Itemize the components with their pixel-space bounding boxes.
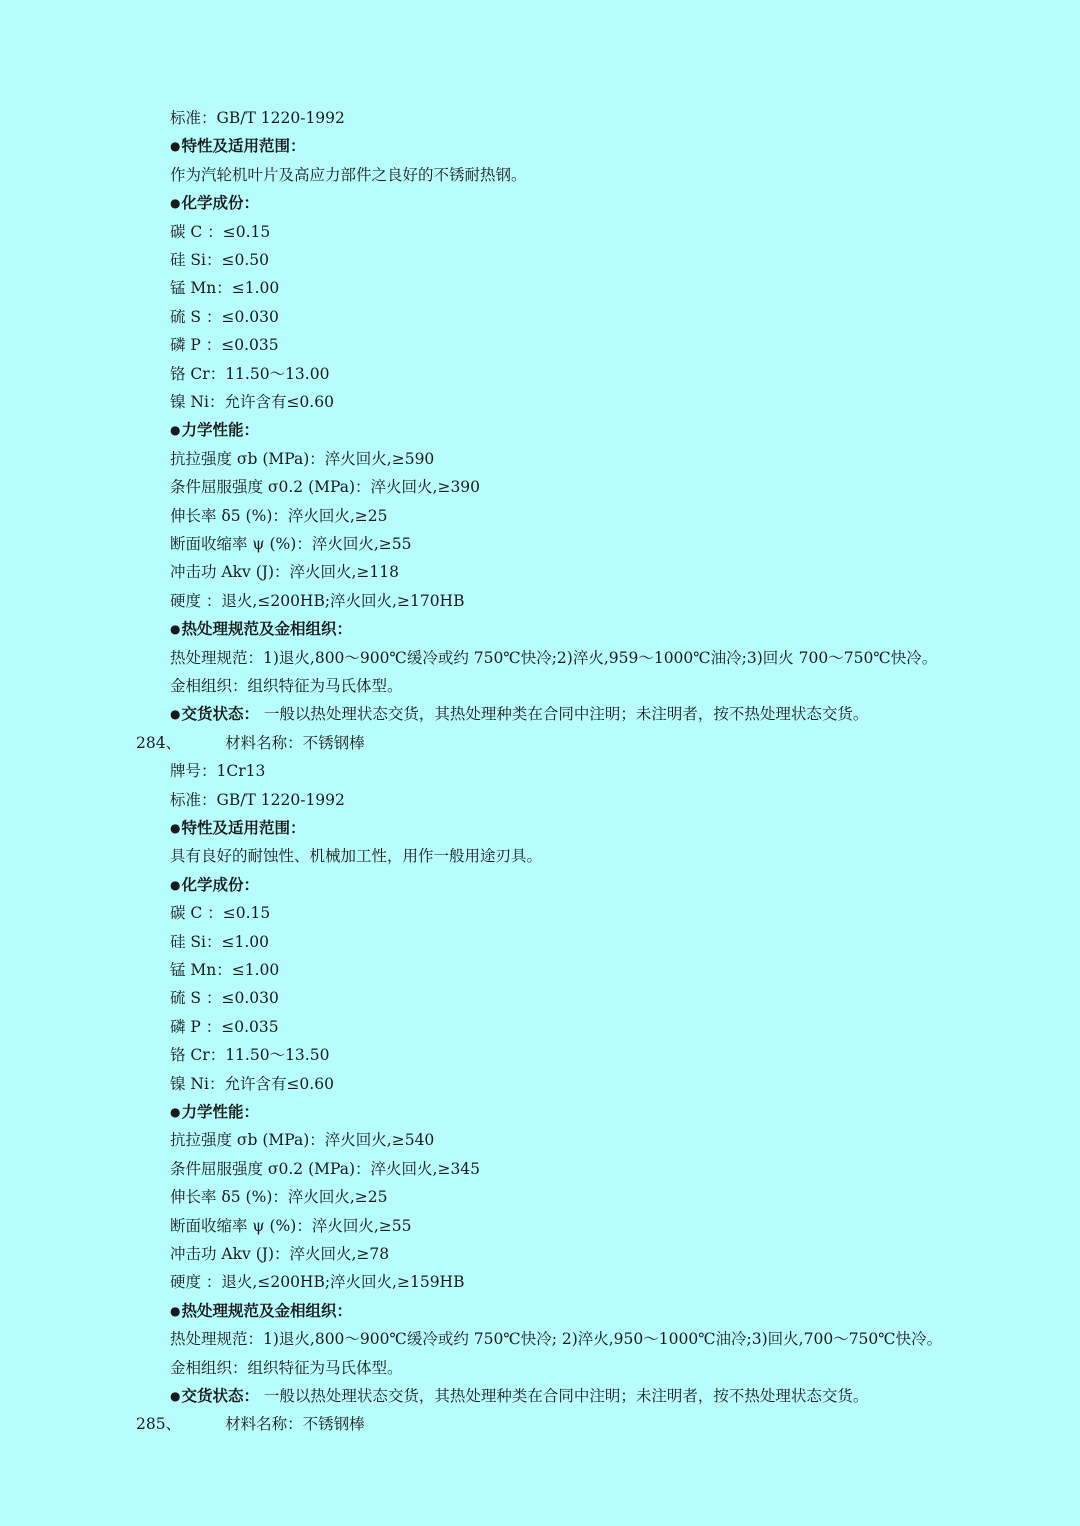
section-heading [170, 1301, 352, 1321]
text-line: 抗拉强度 σb (MPa)：淬火回火,≥540 [170, 1131, 435, 1149]
text-line: 冲击功 Akv (J)：淬火回火,≥78 [170, 1245, 390, 1263]
bullet-icon: ● [170, 196, 181, 210]
text-line: 标准：GB/T 1220-1992 [170, 109, 345, 127]
numbered-entry [136, 733, 365, 753]
text-line: 标准：GB/T 1220-1992 [170, 791, 345, 809]
text-line: 硬度 ：退火,≤200HB;淬火回火,≥159HB [170, 1273, 465, 1291]
inline-text: 一般以热处理状态交货，其热处理种类在合同中注明；未注明者，按不热处理状态交货。 [259, 1387, 869, 1405]
text-line: 硅 Si：≤1.00 [170, 933, 270, 951]
text-line: 具有良好的耐蚀性、机械加工性，用作一般用途刃具。 [170, 847, 543, 865]
text-line: 锰 Mn：≤1.00 [170, 961, 280, 979]
delivery-status-line [170, 1386, 868, 1406]
inline-heading: 交货状态： [181, 704, 259, 723]
entry-title: 材料名称：不锈钢棒 [225, 734, 365, 752]
text-line: 硫 S ：≤0.030 [170, 989, 279, 1007]
text-line: 冲击功 Akv (J)：淬火回火,≥118 [170, 563, 400, 581]
text-line: 热处理规范：1)退火,800～900℃缓冷或约 750℃快冷; 2)淬火,950～1000℃油冷;3)回火,700～750℃快冷。 [170, 1330, 943, 1348]
text-line: 铬 Cr：11.50～13.00 [170, 365, 330, 383]
heading-text: 特性及适用范围： [181, 136, 306, 155]
inline-heading: 交货状态： [181, 1386, 259, 1405]
text-line: 镍 Ni：允许含有≤0.60 [170, 1075, 334, 1093]
section-heading [170, 420, 259, 440]
heading-text: 特性及适用范围： [181, 818, 306, 837]
heading-text: 热处理规范及金相组织： [181, 1301, 352, 1320]
text-line: 硫 S ：≤0.030 [170, 308, 279, 326]
text-line: 作为汽轮机叶片及高应力部件之良好的不锈耐热钢。 [170, 166, 527, 184]
bullet-icon: ● [170, 821, 181, 835]
text-line: 伸长率 δ5 (%)：淬火回火,≥25 [170, 1188, 388, 1206]
entry-title: 材料名称：不锈钢棒 [225, 1415, 365, 1433]
inline-text: 一般以热处理状态交货，其热处理种类在合同中注明；未注明者，按不热处理状态交货。 [259, 705, 869, 723]
bullet-icon: ● [170, 1389, 181, 1403]
section-heading [170, 818, 306, 838]
bullet-icon: ● [170, 878, 181, 892]
entry-number: 285、 [136, 1415, 182, 1433]
text-line: 热处理规范：1)退火,800～900℃缓冷或约 750℃快冷;2)淬火,959～1000℃油冷;3)回火 700～750℃快冷。 [170, 649, 938, 667]
heading-text: 化学成份： [181, 875, 259, 894]
numbered-entry [136, 1414, 365, 1434]
text-line: 断面收缩率 ψ (%)：淬火回火,≥55 [170, 1217, 412, 1235]
section-heading [170, 136, 306, 156]
heading-text: 力学性能： [181, 1102, 259, 1121]
section-heading [170, 875, 259, 895]
bullet-icon: ● [170, 1105, 181, 1119]
text-line: 条件屈服强度 σ0.2 (MPa)：淬火回火,≥390 [170, 478, 481, 496]
delivery-status-line [170, 704, 868, 724]
text-line: 磷 P ：≤0.035 [170, 1018, 279, 1036]
text-line: 硬度 ：退火,≤200HB;淬火回火,≥170HB [170, 592, 465, 610]
text-line: 断面收缩率 ψ (%)：淬火回火,≥55 [170, 535, 412, 553]
text-line: 金相组织：组织特征为马氏体型。 [170, 1359, 403, 1377]
section-heading [170, 619, 352, 639]
heading-text: 化学成份： [181, 193, 259, 212]
text-line: 硅 Si：≤0.50 [170, 251, 270, 269]
text-line: 金相组织：组织特征为马氏体型。 [170, 677, 403, 695]
text-line: 碳 C ：≤0.15 [170, 904, 271, 922]
text-line: 碳 C ：≤0.15 [170, 223, 271, 241]
bullet-icon: ● [170, 1304, 181, 1318]
bullet-icon: ● [170, 139, 181, 153]
text-line: 磷 P ：≤0.035 [170, 336, 279, 354]
bullet-icon: ● [170, 622, 181, 636]
text-line: 牌号：1Cr13 [170, 762, 266, 780]
heading-text: 热处理规范及金相组织： [181, 619, 352, 638]
text-line: 镍 Ni：允许含有≤0.60 [170, 393, 334, 411]
text-line: 条件屈服强度 σ0.2 (MPa)：淬火回火,≥345 [170, 1160, 481, 1178]
text-line: 伸长率 δ5 (%)：淬火回火,≥25 [170, 507, 388, 525]
entry-number: 284、 [136, 734, 182, 752]
text-line: 抗拉强度 σb (MPa)：淬火回火,≥590 [170, 450, 435, 468]
bullet-icon: ● [170, 707, 181, 721]
text-line: 铬 Cr：11.50～13.50 [170, 1046, 330, 1064]
heading-text: 力学性能： [181, 420, 259, 439]
text-line: 锰 Mn：≤1.00 [170, 279, 280, 297]
section-heading [170, 1102, 259, 1122]
bullet-icon: ● [170, 423, 181, 437]
section-heading [170, 193, 259, 213]
